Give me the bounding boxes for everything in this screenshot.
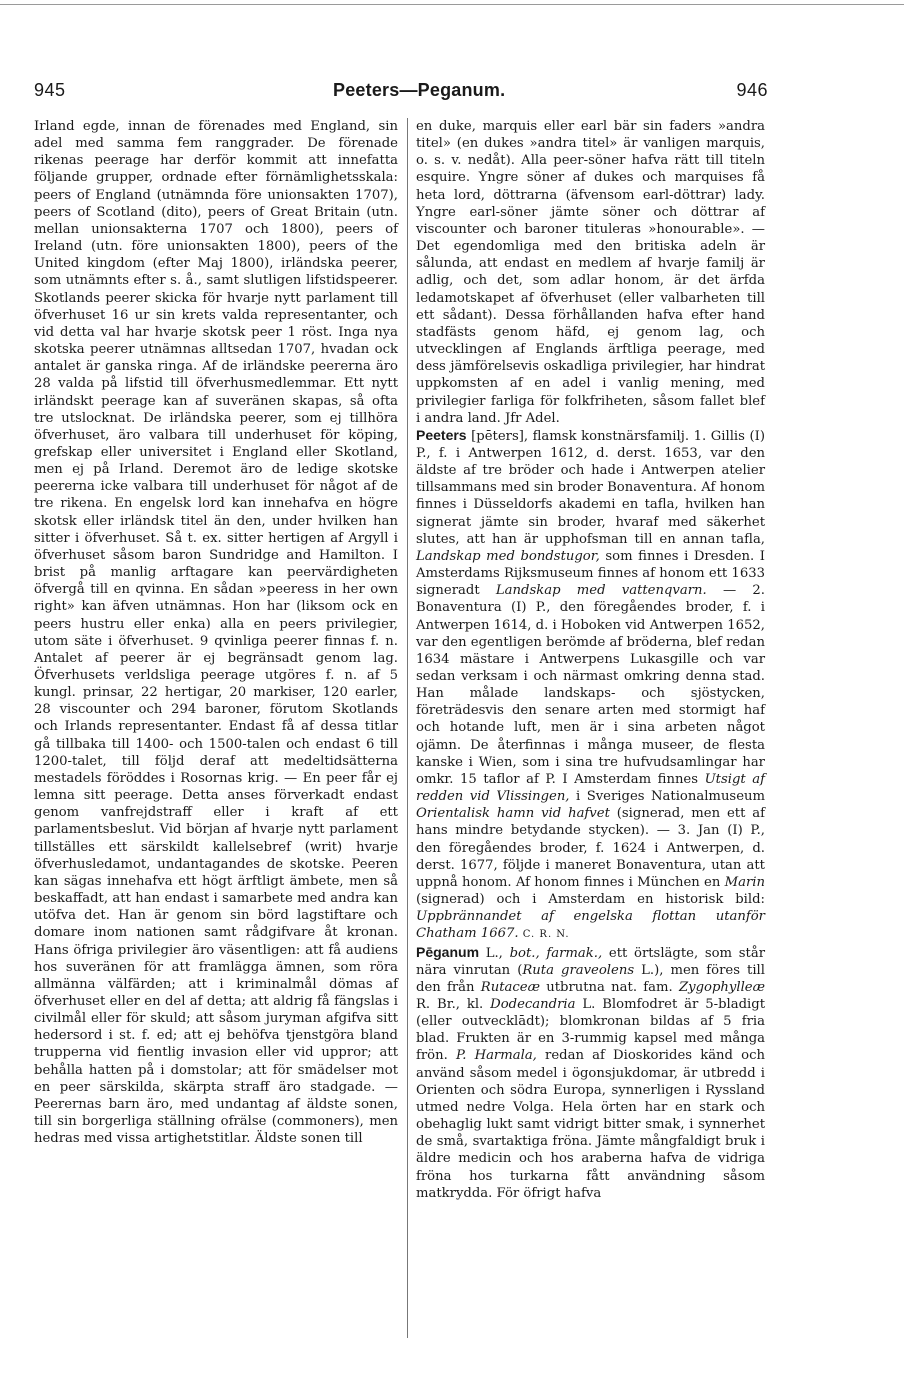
right-column <box>416 118 765 1202</box>
author-signature: C. R. N. <box>522 929 570 941</box>
page-number-left: 945 <box>34 80 66 100</box>
left-column <box>34 118 398 1147</box>
entry-peganum: Pēganum L., bot., farmak., ett örtslägte, som står nära vinrutan (Ruta graveolens L.), men föres till den från Rutaceæ utbrutna nat. fam. Zygophylleæ R. Br., kl. Dodecandria L. Blomfodret är 5-bladigt (eller outvecklādt); blomkronan bildas af 5 fria blad. Frukten är en 3-rummig kapsel med många frön. P. Harmala, redan af Dioskorides känd och använd såsom medel i ögonsjukdomar, är utbredd i Orienten och södra Europa, synnerligen i Ryssland utmed nedre Volga. Hela örten har en stark och obehaglig lukt samt vidrigt bitter smak, i synnerhet de små, svartaktiga fröna. Jämte mångfaldigt bruk i äldre medicin och hos araberna hafva de vidriga fröna hos turkarna fått användning såsom matkrydda. För öfrigt hafva <box>416 943 766 1201</box>
headword-peeters: Peeters <box>416 426 467 443</box>
page-number-right: 946 <box>736 80 768 100</box>
left-column-text: Irland egde, innan de förenades med England, sin adel med samma fem ranggrader. De förenade rikenas peerage har derför kommit att innefatta följande grupper, ordnade efter förnämlighetsskala: peers of England (utnämnda före unionsakten 1707), peers of Scotland (dito), peers of Great Britain (utn. mellan unionsakterna 1707 och 1800), peers of Ireland (utn. före unionsakten 1800), peers of the United kingdom (efter Maj 1800), irländska peerer, som utnämnts efter s. å., samt slutligen lifstidspeerer. Skotlands peerer skicka för hvarje nytt parlament till öfverhuset 16 ur sin krets valda representanter, och vid detta val har hvarje skotsk peer 1 röst. Inga nya skotska peerer utnämnas alltsedan 1707, hvadan ock antalet är ganska ringa. Af de irländske peererna äro 28 valda på lifstid till öfverhusmedlemmar. Ett nytt irländskt peerage kan af suveränen skapas, så ofta tre utslocknat. De irländska peerer, som ej tillhöra öfverhuset, äro valbara till underhuset för köping, grefskap eller universitet i England eller Skotland, men ej på Irland. Deremot äro de ledige skotske peererna icke valbara till underhuset för något af de tre rikena. En engelsk lord kan innehafva en högre skotsk eller irländsk titel än den, under hvilken han sitter i öfverhuset. Så t. ex. sitter hertigen af Argyll i öfverhuset såsom baron Sundridge and Hamilton. I brist på manlig arftagare kan peervärdigheten öfvergå till en qvinna. En sådan »peeress in her own right» kan äfven utnämnas. Hon har (liksom ock en peers hustru eller enka) alla en peers privilegier, utom säte i öfverhuset. 9 qvinliga peerer finnas f. n. Antalet af peerer är ej begränsadt genom lag. Öfverhusets verldsliga peerage utgöres f. n. af 5 kungl. prinsar, 22 hertigar, 20 markiser, 120 earler, 28 viscounter och 294 baroner, förutom Skotlands och Irlands representanter. Endast få af dessa titlar gå tillbaka till 1400- och 1500-talen och endast 6 till 1200-talet, till följd deraf att medeltidsätterna mestadels föröddes i Rosornas krig. — En peer får ej lemna sitt peerage. Detta anses förverkadt endast genom vanfrejdstraff eller i kraft af ett parlamentsbeslut. Vid början af hvarje nytt parlament tillställes ett särskildt kallelsebref (writ) hvarje öfverhusledamot, undantagandes de skotske. Peeren kan sägas innehafva ett högt ärftligt ämbete, men så beskaffadt, att han endast i samarbete med andra kan utöfva det. Han är genom sin börd lagstiftare och domare inom nationen samt rådgifvare åt kronan. Hans öfriga privilegier äro väsentligen: att få audiens hos suveränen för att framlägga ämnen, som röra allmänna välfärden; att i kriminalmål dömas af öfverhuset eller en del af detta; att aldrig få fängslas i civilmål eller för skuld; att såsom juryman afgifva sitt hedersord i st. f. ed; att ej behöfva tjenstgöra bland trupperna vid fientlig invasion eller vid uppror; att behålla hatten på i domstolar; att för smädelser mot en peer särskilda, skärpta straff äro stadgade. — Peerernas barn äro, med undantag af äldste sonen, till sin borgerliga ställning ofrälse (commoners), men hedras med vissa artighetstitlar. Äldste sonen till <box>34 119 398 1147</box>
entry-peeters: Peeters [pēters], flamsk konstnärsfamilj. 1. Gillis (I) P., f. i Antwerpen 1612, d. derst. 1653, var den äldste af tre bröder och hade i Antwerpen atelier tillsammans med sin broder Bonaventura. Af honom finnes i Düsseldorfs akademi en tafla, hvilken han signerat jämte sin broder, hvaraf med säkerhet slutes, att han är upphofsman till en annan tafla, Landskap med bondstugor, som finnes i Dresden. I Amsterdams Rijksmuseum finnes af honom ett 1633 signeradt Landskap med vattenqvarn. — 2. Bonaventura (I) P., den föregåendes broder, f. i Antwerpen 1614, d. i Hoboken vid Antwerpen 1652, var den egentligen berömde af bröderna, blef redan 1634 mästare i Antwerpens Lukasgille och var sedan verksam i och närmast omkring denna stad. Han målade landskaps- och sjöstycken, företrädesvis den senare arten med stormigt haf och hotande luft, men är i sina arbeten något ojämn. De återfinnas i många museer, de flesta kanske i Wien, som i sina tre hufvudsamlingar har omkr. 15 taflor af P. I Amsterdam finnes Utsigt af redden vid Vlissingen, i Sveriges Nationalmuseum Orientalisk hamn vid hafvet (signerad, men ett af hans mindre betydande stycken). — 3. Jan (I) P., den föregåendes broder, f. 1624 i Antwerpen, d. derst. 1677, följde i maneret Bonaventura, utan att uppnå honom. Af honom finnes i München en Marin (signerad) och i Amsterdam en historisk bild: Uppbrännandet af engelska flottan utanför Chatham 1667. C. R. N. <box>416 426 766 942</box>
page-header <box>0 80 904 110</box>
peerage-continuation: en duke, marquis eller earl bär sin faders »andra titel» (en dukes »andra titel» är vanligen marquis, o. s. v. nedåt). Alla peer-söner hafva rätt till titeln esquire. Yngre söner af dukes och marquises få heta lord, döttrarna (äfvensom earl-döttrar) lady. Yngre earl-söner jämte söner och döttrar af viscounter och baroner tituleras »honourable». — Det egendomliga med den britiska adeln är sålunda, att endast en medlem af hvarje familj är adlig, och det, som adlar honom, är det ärfda ledamotskapet af öfverhuset (eller valbarheten till ett sådant). Dessa förhållanden hafva efter hand stadfästs genom häfd, ej genom lag, och utvecklingen af Englands ärftliga peerage, med dess jämförelsevis oskadliga privilegier, har hindrat uppkomsten af en adel i vanlig mening, med privilegier farliga för folkfriheten, såsom fallet blef i andra land. Jfr Adel. <box>416 119 765 426</box>
top-rule <box>0 4 904 5</box>
headword-peganum: Pēganum <box>416 943 480 960</box>
running-head: Peeters—Peganum. <box>333 80 506 100</box>
column-divider <box>407 118 408 1338</box>
